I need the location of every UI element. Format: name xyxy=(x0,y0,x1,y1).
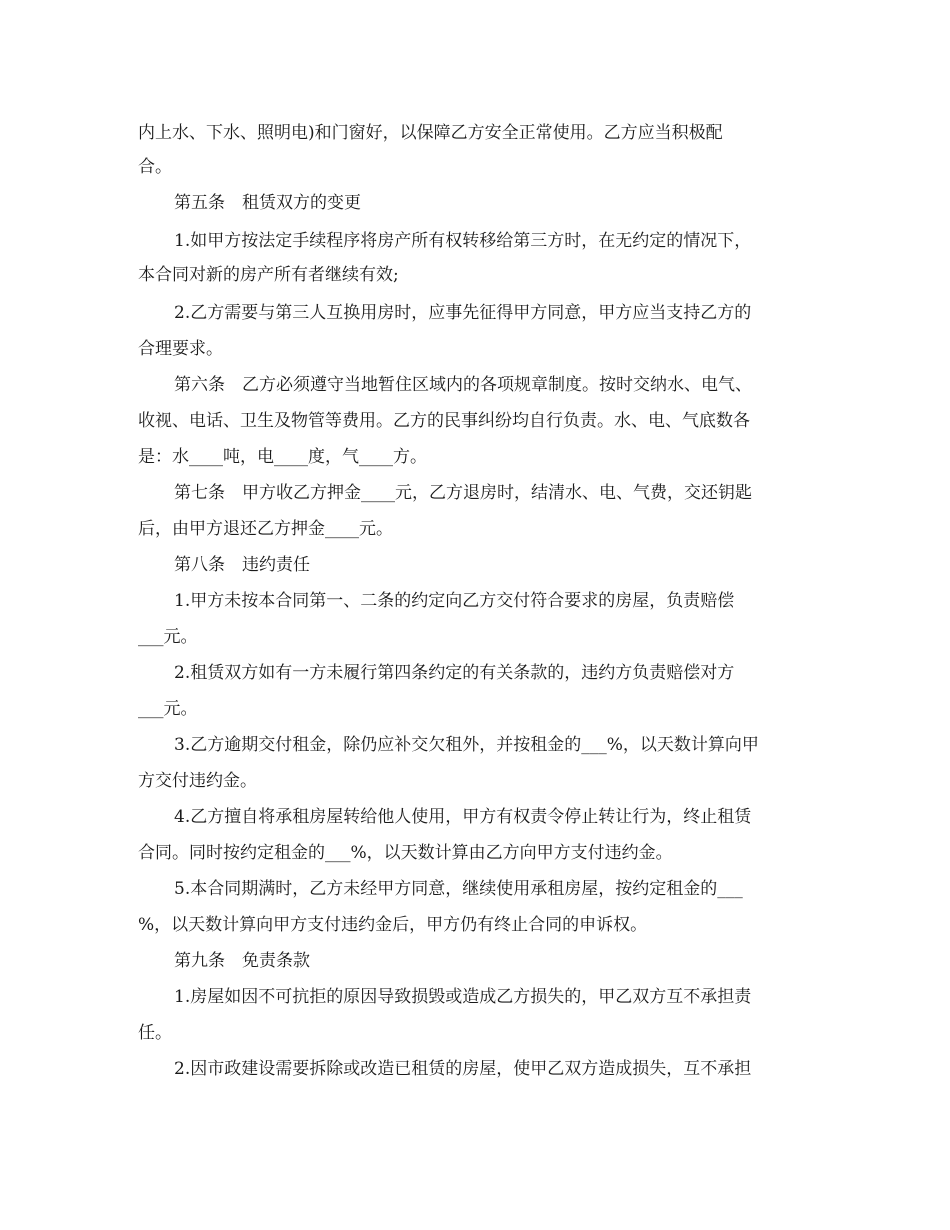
article-heading: 第七条 甲方收乙方押金____元，乙方退房时，结清水、电、气费，交还钥匙 xyxy=(174,483,752,503)
paragraph-line: 1.房屋如因不可抗拒的原因导致损毁或造成乙方损失的，甲乙双方互不承担责 xyxy=(174,987,752,1007)
article-heading: 第八条 违约责任 xyxy=(174,555,310,575)
paragraph-line: 2.租赁双方如有一方未履行第四条约定的有关条款的，违约方负责赔偿对方 xyxy=(174,663,735,683)
paragraph-line: 本合同对新的房产所有者继续有效; xyxy=(138,265,399,285)
paragraph-line: 收视、电话、卫生及物管等费用。乙方的民事纠纷均自行负责。水、电、气底数各 xyxy=(138,411,750,431)
article-heading: 第六条 乙方必须遵守当地暂住区域内的各项规章制度。按时交纳水、电气、 xyxy=(174,375,752,395)
paragraph-line: 4.乙方擅自将承租房屋转给他人使用，甲方有权责令停止转让行为，终止租赁 xyxy=(174,807,752,827)
paragraph-line: 合。 xyxy=(138,157,172,177)
paragraph-line: 2.乙方需要与第三人互换用房时，应事先征得甲方同意，甲方应当支持乙方的 xyxy=(174,303,752,323)
paragraph-line: ___元。 xyxy=(138,699,198,719)
paragraph-line: 任。 xyxy=(138,1023,172,1043)
paragraph-line: 2.因市政建设需要拆除或改造已租赁的房屋，使甲乙双方造成损失，互不承担 xyxy=(174,1059,752,1079)
paragraph-line: ___元。 xyxy=(138,627,198,647)
paragraph-line: 是：水____吨，电____度，气____方。 xyxy=(138,447,427,467)
paragraph-line: %，以天数计算向甲方支付违约金后，甲方仍有终止合同的申诉权。 xyxy=(138,915,648,935)
article-heading: 第九条 免责条款 xyxy=(174,951,310,971)
paragraph-line: 5.本合同期满时，乙方未经甲方同意，继续使用承租房屋，按约定租金的___ xyxy=(174,879,743,899)
paragraph-line: 1.甲方未按本合同第一、二条的约定向乙方交付符合要求的房屋，负责赔偿 xyxy=(174,591,735,611)
paragraph-line: 合同。同时按约定租金的___%，以天数计算由乙方向甲方支付违约金。 xyxy=(138,843,673,863)
paragraph-line: 内上水、下水、照明电)和门窗好，以保障乙方安全正常使用。乙方应当积极配 xyxy=(138,123,723,143)
paragraph-line: 1.如甲方按法定手续程序将房产所有权转移给第三方时，在无约定的情况下， xyxy=(174,231,752,251)
article-heading: 第五条 租赁双方的变更 xyxy=(174,193,361,213)
paragraph-line: 3.乙方逾期交付租金，除仍应补交欠租外，并按租金的___%，以天数计算向甲 xyxy=(174,735,759,755)
paragraph-line: 方交付违约金。 xyxy=(138,771,257,791)
paragraph-line: 后，由甲方退还乙方押金____元。 xyxy=(138,519,393,539)
paragraph-line: 合理要求。 xyxy=(138,339,223,359)
